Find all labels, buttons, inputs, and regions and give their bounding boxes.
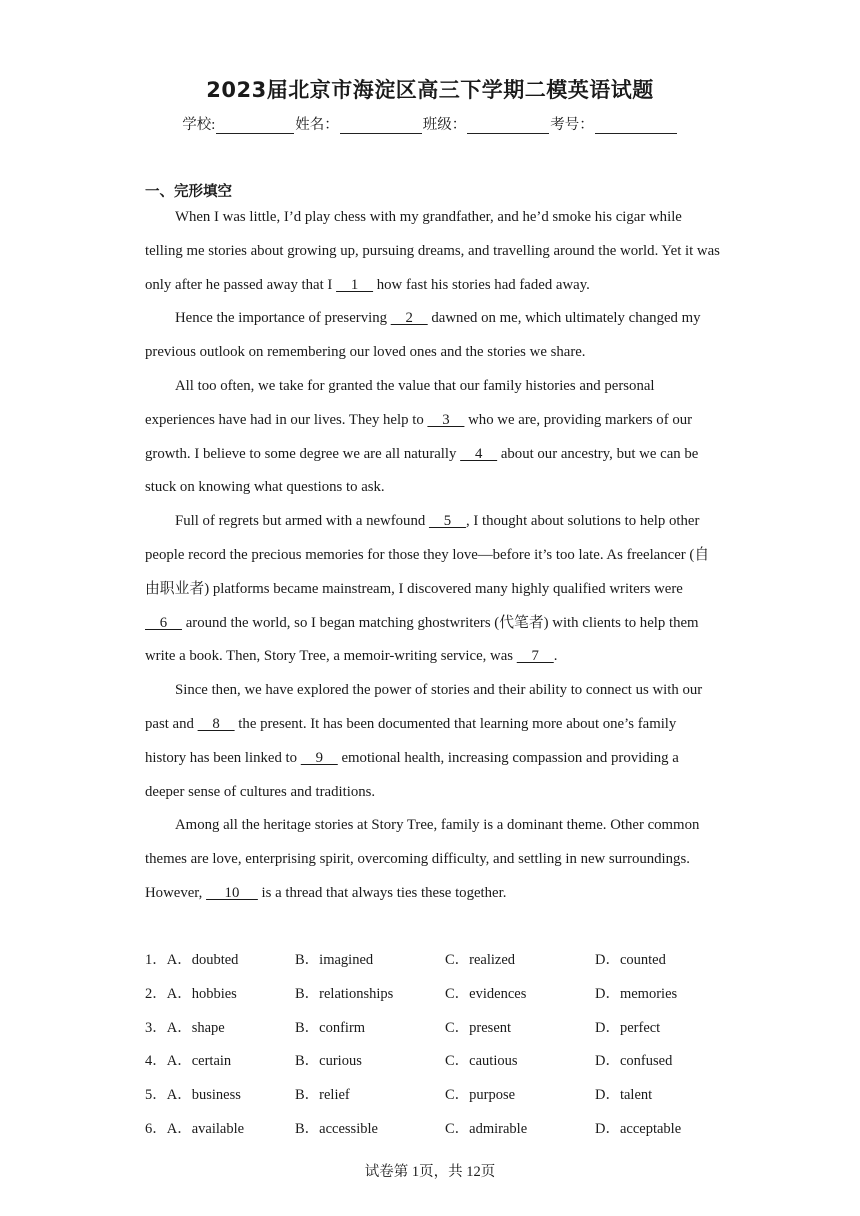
option-b: B．accessible xyxy=(295,1120,378,1137)
option-b: B．relief xyxy=(295,1087,350,1104)
option-row xyxy=(145,1113,745,1147)
blank-8: 8 xyxy=(197,715,235,732)
option-c: C．present xyxy=(445,1019,512,1036)
blank-6: 6 xyxy=(145,614,182,631)
paragraph-4: Full of regrets but armed with a newfound 5 , I thought about solutions to help other people record the precious memories for those they love—before it’s too late. As freelancer (自由职业者) platforms became mainstream, I discovered many highly qualified writers were 6 around the world, so I began matching ghostwriters (代笔者) with clients to help them write a book. Then, Story Tree, a memoir-writing service, was 7 . xyxy=(145,513,710,665)
option-c: C．evidences xyxy=(445,985,527,1002)
section-title: 一、完形填空 xyxy=(145,184,232,200)
option-c: C．cautious xyxy=(445,1053,518,1070)
paragraph-1: When I was little, I’d play chess with my grandfather, and he’d smoke his cigar while telling me stories about growing up, pursuing dreams, and travelling around the world. Yet it was only after he passed away that I 1 how fast his stories had faded away. xyxy=(145,209,720,293)
option-a: 4．A．certain xyxy=(145,1053,232,1070)
option-c: C．admirable xyxy=(445,1120,528,1137)
option-c: C．realized xyxy=(445,952,516,968)
student-info-line xyxy=(0,113,860,134)
paragraph-2: Hence the importance of preserving 2 dawned on me, which ultimately changed my previous outlook on remembering our loved ones and the stories we share. xyxy=(145,310,701,361)
option-d: D．perfect xyxy=(595,1019,661,1036)
option-a: 3．A．shape xyxy=(145,1019,225,1036)
option-d: D．counted xyxy=(595,952,666,968)
page-title: 2023届北京市海淀区高三下学期二模英语试题 xyxy=(206,78,654,102)
option-row xyxy=(145,1079,745,1113)
school-label: 学校: xyxy=(182,117,216,133)
option-a: 6．A．available xyxy=(145,1120,245,1137)
blank-9: 9 xyxy=(300,749,338,766)
cloze-passage xyxy=(145,201,720,911)
exam-no-blank xyxy=(595,119,677,134)
option-row xyxy=(145,944,745,978)
paragraph-6: Among all the heritage stories at Story Tree, family is a dominant theme. Other common themes are love, enterprising spirit, overcoming difficulty, and settling in new surroundings. However, 10 is a thread that always ties these together. xyxy=(145,817,700,901)
school-blank xyxy=(216,119,294,134)
option-row xyxy=(145,1045,745,1079)
blank-2: 2 xyxy=(390,310,428,327)
exam-no-label: 考号： xyxy=(550,117,594,133)
option-d: D．acceptable xyxy=(595,1120,682,1137)
option-a: 1．A．doubted xyxy=(145,952,239,968)
option-d: D．confused xyxy=(595,1053,673,1070)
paragraph-5: Since then, we have explored the power of stories and their ability to connect us with our past and 8 the present. It has been documented that learning more about one’s family history has been linked to 9 emotional health, increasing compassion and providing a deeper sense of cultures and traditions. xyxy=(145,682,703,800)
blank-1: 1 xyxy=(336,276,374,293)
name-blank xyxy=(340,119,422,134)
class-blank xyxy=(467,119,549,134)
blank-10: 10 xyxy=(206,884,258,901)
option-row xyxy=(145,978,745,1012)
page-footer: 试卷第 1页，共 12页 xyxy=(364,1164,496,1180)
option-row xyxy=(145,1012,745,1046)
blank-4: 4 xyxy=(460,445,498,462)
option-b: B．imagined xyxy=(295,952,374,968)
blank-3: 3 xyxy=(427,411,465,428)
name-label: 姓名： xyxy=(295,117,339,133)
option-a: 5．A．business xyxy=(145,1087,241,1104)
option-d: D．talent xyxy=(595,1087,653,1104)
paragraph-3: All too often, we take for granted the value that our family histories and personal experiences have had in our lives. They help to 3 who we are, providing markers of our growth. I believe to some degree we are all naturally 4 about our ancestry, but we can be stuck on knowing what questions to ask. xyxy=(145,377,699,496)
option-a: 2．A．hobbies xyxy=(145,985,237,1002)
option-b: B．curious xyxy=(295,1053,362,1070)
class-label: 班级： xyxy=(422,117,467,133)
option-b: B．relationships xyxy=(295,985,394,1002)
option-b: B．confirm xyxy=(295,1019,366,1036)
option-d: D．memories xyxy=(595,985,678,1002)
blank-7: 7 xyxy=(516,648,554,665)
blank-5: 5 xyxy=(428,513,466,530)
answer-options xyxy=(145,944,745,1147)
option-c: C．purpose xyxy=(445,1087,516,1104)
